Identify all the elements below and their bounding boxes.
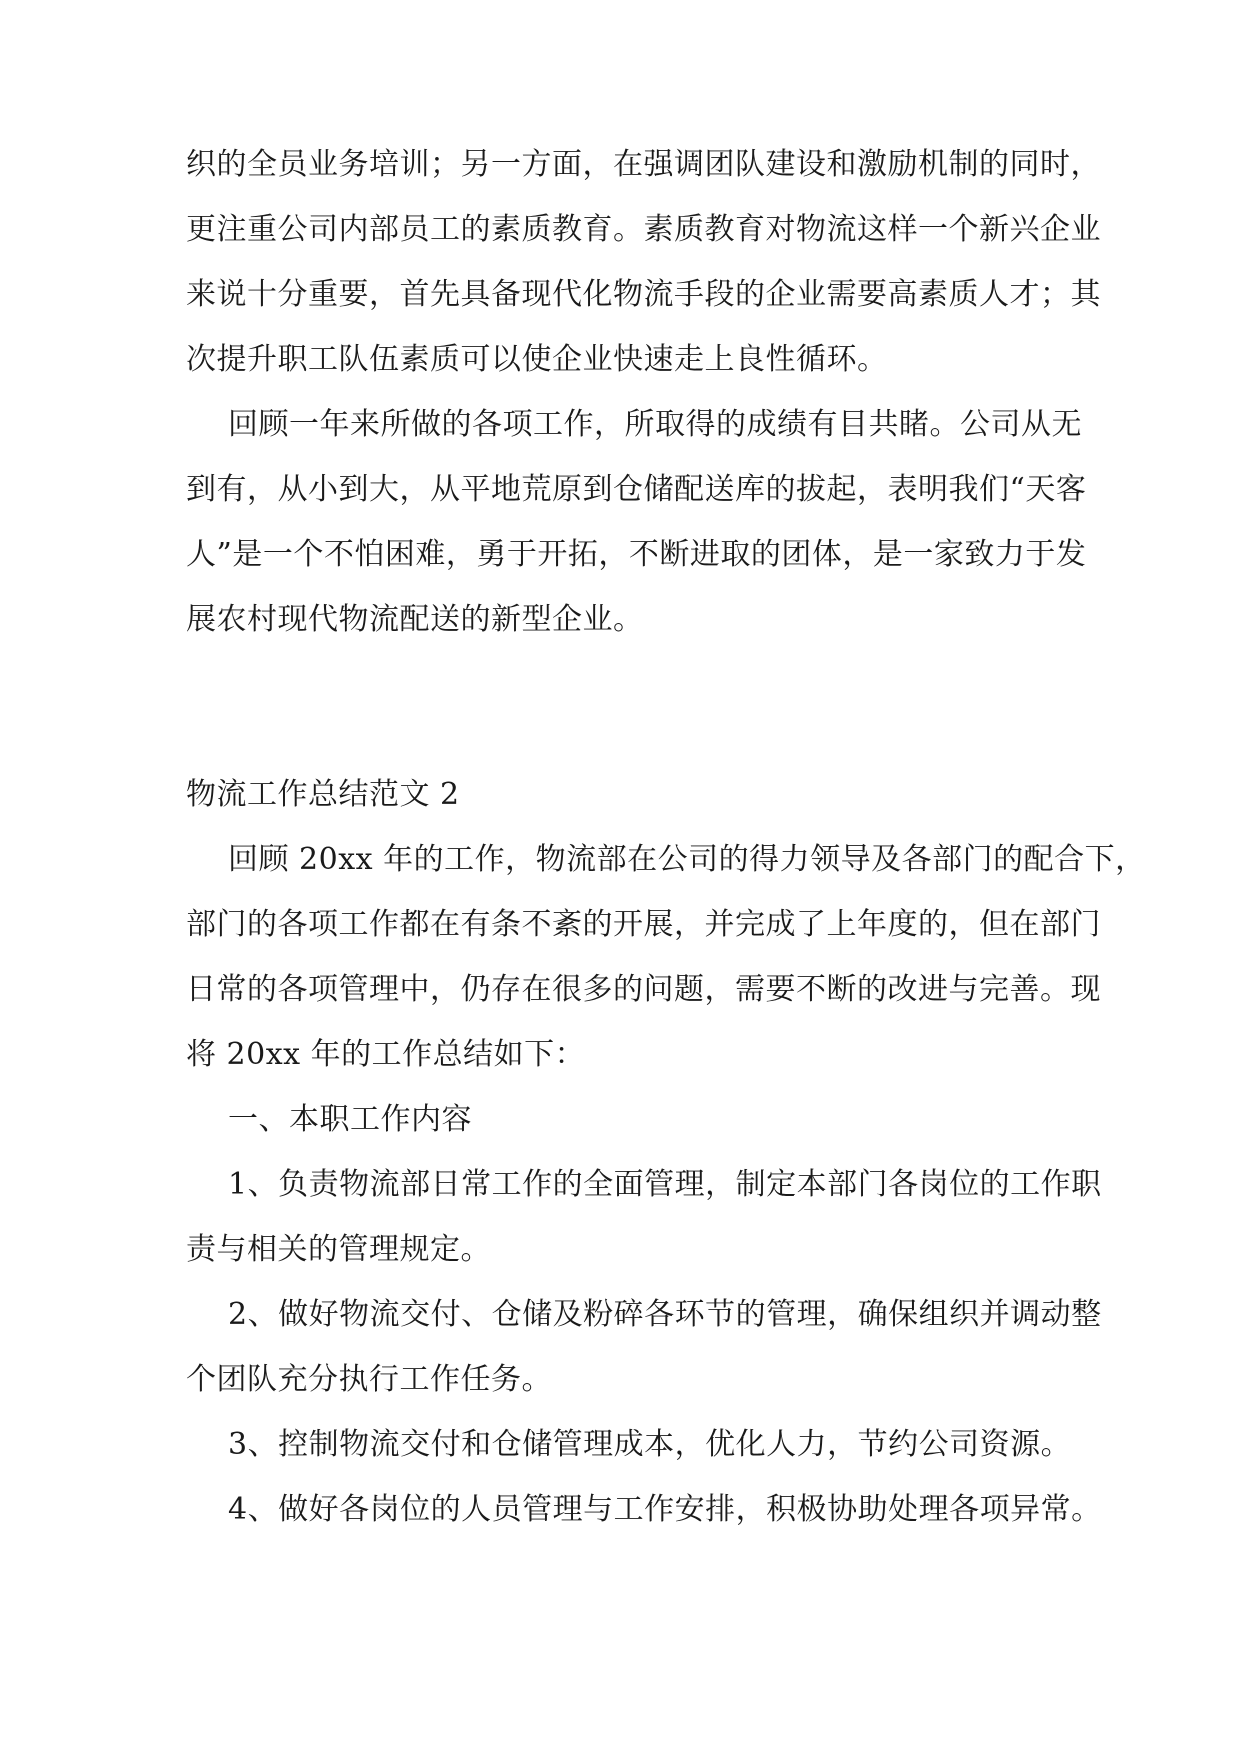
- list-item: 4、做好各岗位的人员管理与工作安排，积极协助处理各项异常。: [228, 1492, 1102, 1527]
- text-line: 将 20xx 年的工作总结如下：: [186, 1037, 586, 1072]
- list-item: 3、控制物流交付和仓储管理成本，优化人力，节约公司资源。: [228, 1427, 1072, 1462]
- list-item-continuation: 责与相关的管理规定。: [186, 1232, 491, 1267]
- text-line: 更注重公司内部员工的素质教育。素质教育对物流这样一个新兴企业: [186, 212, 1101, 247]
- text-line: 日常的各项管理中，仍存在很多的问题，需要不断的改进与完善。现: [186, 972, 1101, 1007]
- text-line: 织的全员业务培训；另一方面，在强调团队建设和激励机制的同时，: [186, 147, 1101, 182]
- text-line: 人”是一个不怕困难，勇于开拓，不断进取的团体，是一家致力于发: [186, 537, 1087, 572]
- text-line: 次提升职工队伍素质可以使企业快速走上良性循环。: [186, 342, 888, 377]
- text-line: 到有，从小到大，从平地荒原到仓储配送库的拔起，表明我们“天客: [186, 472, 1087, 507]
- list-item-continuation: 个团队充分执行工作任务。: [186, 1362, 552, 1397]
- text-line: 回顾 20xx 年的工作，物流部在公司的得力领导及各部门的配合下，: [228, 842, 1146, 877]
- text-line: 展农村现代物流配送的新型企业。: [186, 602, 644, 637]
- list-item: 1、负责物流部日常工作的全面管理，制定本部门各岗位的工作职: [228, 1167, 1102, 1202]
- section-heading: 物流工作总结范文 2: [186, 777, 460, 812]
- list-item: 2、做好物流交付、仓储及粉碎各环节的管理，确保组织并调动整: [228, 1297, 1102, 1332]
- subsection-heading: 一、本职工作内容: [228, 1102, 472, 1137]
- text-line: 回顾一年来所做的各项工作，所取得的成绩有目共睹。公司从无: [228, 407, 1082, 442]
- text-line: 来说十分重要，首先具备现代化物流手段的企业需要高素质人才；其: [186, 277, 1101, 312]
- text-line: 部门的各项工作都在有条不紊的开展，并完成了上年度的，但在部门: [186, 907, 1101, 942]
